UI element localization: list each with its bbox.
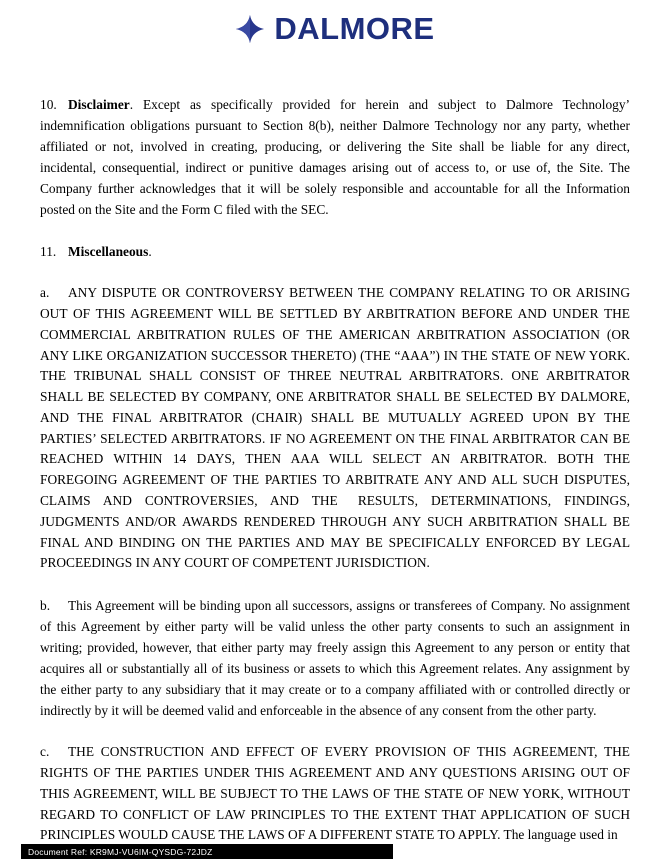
section-heading: Miscellaneous [68, 244, 149, 260]
agreement-body [40, 94, 630, 846]
clause-text: ANY DISPUTE OR CONTROVERSY BETWEEN THE COMPANY RELATING TO OR ARISING OUT OF THIS AGREEMENT WILL BE SETTLED BY ARBITRATION BEFORE AND UNDER THE COMMERCIAL ARBITRATION RULES OF THE AMERICAN ARBITRATION ASSOCIATION (OR ANY LIKE ORGANIZATION SUCCESSOR THERETO) (THE “AAA”) IN THE STATE OF NEW YORK. THE TRIBUNAL SHALL CONSIST OF THREE NEUTRAL ARBITRATORS. ONE ARBITRATOR SHALL BE SELECTED BY COMPANY, ONE ARBITRATOR SHALL BE SELECTED BY DALMORE, AND THE FINAL ARBITRATOR (CHAIR) SHALL BE MUTUALLY AGREED UPON BY THE PARTIES’ SELECTED ARBITRATORS. IF NO AGREEMENT ON THE FINAL ARBITRATOR CAN BE REACHED WITHIN 14 DAYS, THEN AAA WILL SELECT AN ARBITRATOR. BOTH THE FOREGOING AGREEMENT OF THE PARTIES TO ARBITRATE ANY AND ALL SUCH DISPUTES, CLAIMS AND CONTROVERSIES, AND THE RESULTS, DETERMINATIONS, FINDINGS, JUDGMENTS AND/OR AWARDS RENDERED THROUGH ANY SUCH ARBITRATION SHALL BE FINAL AND BINDING ON THE PARTIES AND MAY BE SPECIFICALLY ENFORCED BY LEGAL PROCEEDINGS IN ANY COURT OF COMPETENT JURISDICTION. [40, 285, 630, 571]
section-text: . [148, 244, 152, 260]
section-number: 11. [40, 244, 57, 260]
section-text: . Except as specifically provided for herein and subject to Dalmore Technology’ indemnification obligations pursuant to Section 8(b), neither Dalmore Technology nor any party, whether affiliated or not, involved in creating, producing, or delivering the Site shall be liable for any direct, incidental, consequential, indirect or punitive damages arising out of access to, or use of, the Site. The Company further acknowledges that it will be solely responsible and accountable for all the Information posted on the Site and the Form C filed with the SEC. [40, 97, 630, 218]
document-ref-bar [21, 844, 393, 859]
clause-text: This Agreement will be binding upon all successors, assigns or transferees of Company. No assignment of this Agreement by either party will be valid unless the other party consents to such an assignment in writing; provided, however, that either party may freely assign this Agreement to any person or entity that acquires all or substantially all of its business or assets to which this Agreement relates. Any assignment by the either party to any subsidiary that it may create or to a company affiliated with or controlled directly or indirectly by it will be deemed valid and enforceable in the absence of any consent from the other party. [40, 598, 630, 719]
clause-label: c. [40, 744, 50, 760]
logo-text: DALMORE [274, 11, 435, 46]
section-11-miscellaneous [40, 241, 630, 262]
section-heading: Disclaimer [68, 97, 130, 112]
section-number: 10. [40, 97, 57, 112]
four-point-star-icon [235, 14, 265, 44]
clause-a-arbitration [40, 283, 630, 574]
clause-label: b. [40, 598, 51, 614]
clause-text: THE CONSTRUCTION AND EFFECT OF EVERY PROVISION OF THIS AGREEMENT, THE RIGHTS OF THE PARTIES UNDER THIS AGREEMENT AND ANY QUESTIONS ARISING OUT OF THIS AGREEMENT, WILL BE SUBJECT TO THE LAWS OF THE STATE OF NEW YORK, WITHOUT REGARD TO CONFLICT OF LAW PRINCIPLES TO THE EXTENT THAT APPLICATION OF SUCH PRINCIPLES WOULD CAUSE THE LAWS OF A DIFFERENT STATE TO APPLY. The language used in [40, 744, 630, 843]
clause-label: a. [40, 285, 50, 301]
clause-c-governing-law [40, 742, 630, 846]
dalmore-logo [0, 0, 670, 44]
document-ref-text: Document Ref: KR9MJ-VU6IM-QYSDG-72JDZ [28, 846, 213, 857]
section-10-disclaimer [40, 94, 630, 220]
clause-b-assignment [40, 595, 630, 721]
